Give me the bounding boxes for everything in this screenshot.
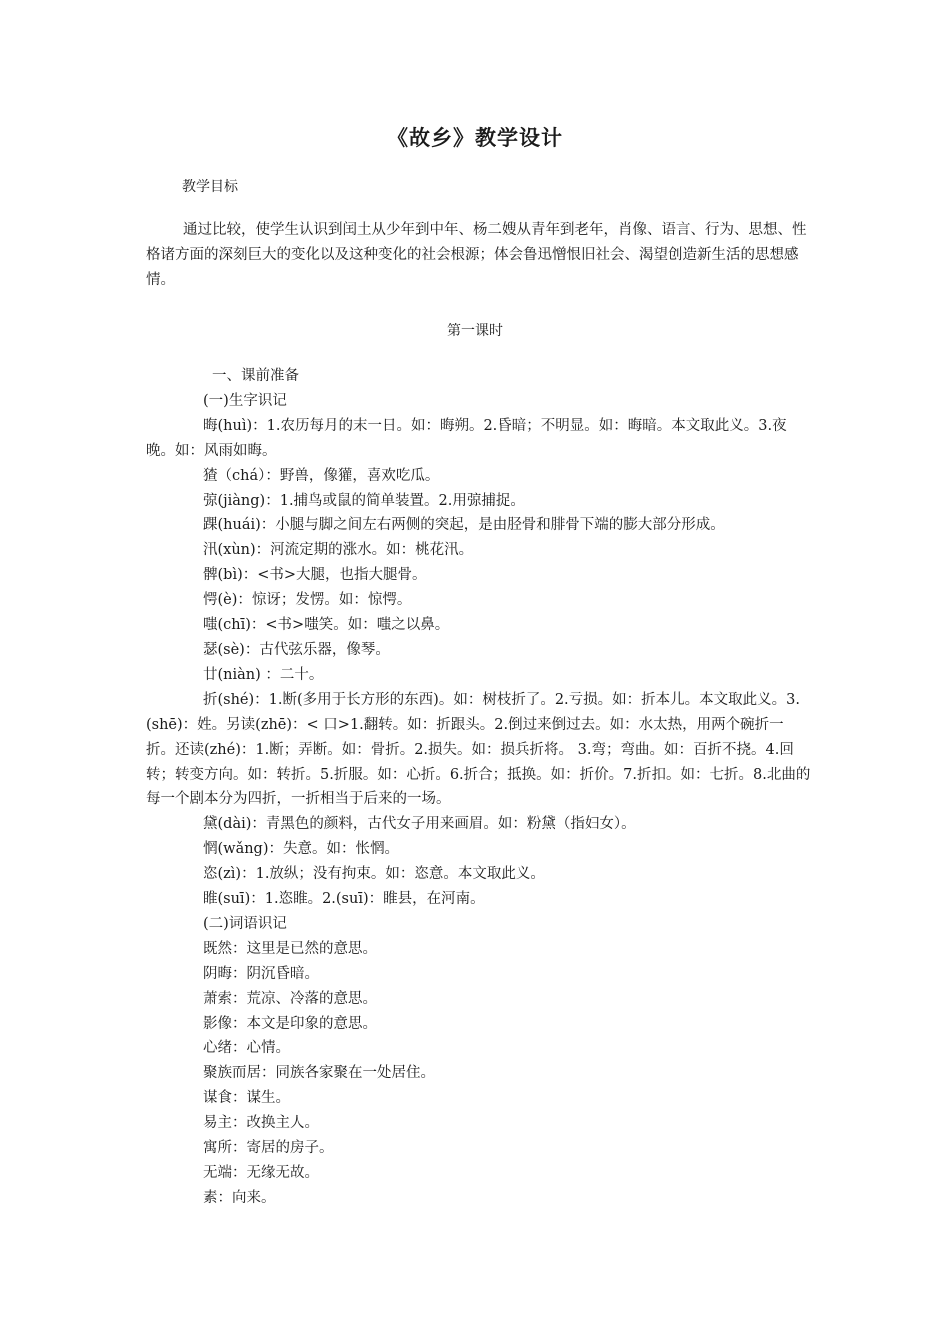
char-entry: 弶(jiàng)：1.捕鸟或鼠的简单装置。2.用弶捕捉。 [203,492,525,509]
document-title: 《故乡》教学设计 [387,125,563,150]
word-entry: 萧索：荒凉、冷落的意思。 [203,990,377,1007]
word-entry: 素：向来。 [203,1189,276,1206]
word-entry: 心绪：心情。 [203,1040,290,1057]
subsection-heading: (二)词语识记 [203,915,287,932]
word-entry: 影像：本文是印象的意思。 [203,1015,377,1032]
char-entry: 恣(zì)：1.放纵；没有拘束。如：恣意。本文取此义。 [203,866,545,883]
word-entry: 谋食：谋生。 [203,1090,290,1107]
char-entry: 睢(suī)：1.恣睢。2.(suī)：睢县，在河南。 [203,891,485,908]
lesson-title: 第一课时 [447,323,503,339]
char-entry: 嗤(chī)：<书>嗤笑。如：嗤之以鼻。 [203,617,450,634]
char-entry: 晦(huì)：1.农历每月的末一日。如：晦朔。2.昏暗；不明显。如：晦暗。本文取此义。3.夜晚。如：风雨如晦。 [146,417,787,459]
char-entry: 折(shé)：1.断(多用于长方形的东西)。如：树枝折了。2.亏损。如：折本儿。本文取此义。3.(shē)：姓。另读(zhē)：< 口>1.翻转。如：折跟头。2.倒过来倒过去。如：水太热，用两个碗折一折。还读(zhé)：1.断；弄断。如：骨折。2.损失。如：损兵折将。 3.弯；弯曲。如：百折不挠。4.回转；转变方向。如：转折。5.折服。如：心折。6.折合；抵换。如：折价。7.折扣。如：七折。8.北曲的每一个剧本分为四折，一折相当于后来的一场。 [146,691,811,808]
char-entry: 黛(dài)：青黑色的颜料，古代女子用来画眉。如：粉黛（指妇女）。 [203,816,636,833]
word-entry: 无端：无缘无故。 [203,1165,319,1181]
goal-heading: 教学目标 [182,179,238,195]
word-entry: 易主：改换主人。 [203,1115,319,1132]
char-entry: 瑟(sè)：古代弦乐器，像琴。 [203,641,390,658]
lesson-content [146,364,811,1211]
word-entry: 寓所：寄居的房子。 [203,1140,334,1157]
char-entry: 惘(wǎng)：失意。如：怅惘。 [203,841,399,858]
word-entry: 既然：这里是已然的意思。 [203,940,377,957]
section-heading: 一、课前准备 [212,368,299,384]
word-entry: 阴晦：阴沉昏暗。 [203,965,319,982]
char-entry: 愕(è)：惊讶；发愣。如：惊愕。 [203,592,412,609]
char-entry: 汛(xùn)：河流定期的涨水。如：桃花汛。 [203,542,474,559]
subsection-heading: (一)生字识记 [203,392,287,409]
char-entry: 踝(huái)：小腿与脚之间左右两侧的突起，是由胫骨和腓骨下端的膨大部分形成。 [203,517,725,534]
goal-paragraph: 通过比较，使学生认识到闰土从少年到中年、杨二嫂从青年到老年，肖像、语言、行为、思想、性格诸方面的深刻巨大的变化以及这种变化的社会根源；体会鲁迅憎恨旧社会、渴望创造新生活的思想感情。 [146,222,807,288]
char-entry: 猹（chá）：野兽，像獾，喜欢吃瓜。 [203,467,440,484]
word-entry: 聚族而居：同族各家聚在一处居住。 [203,1065,435,1082]
char-entry: 廿(niàn) ：二十。 [203,666,324,683]
char-entry: 髀(bì)：<书>大腿，也指大腿骨。 [203,567,427,584]
